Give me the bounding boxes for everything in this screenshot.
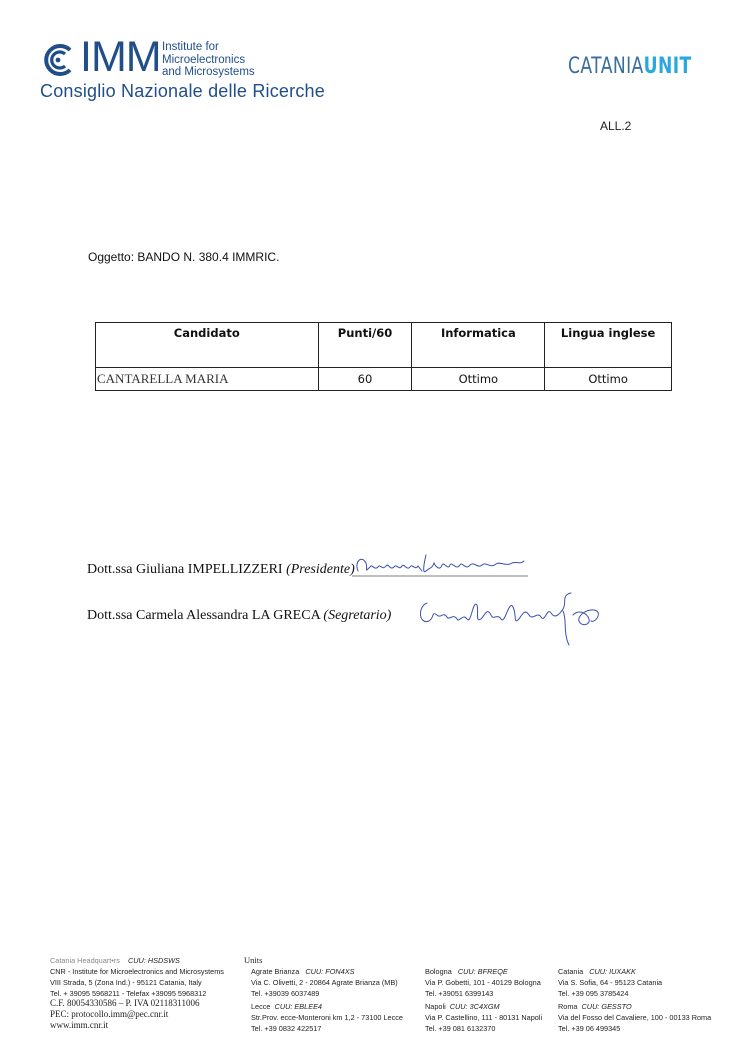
- unit-line: Str.Prov. ecce-Monteroni km 1,2 - 73100 Lecce: [251, 1013, 403, 1022]
- unit-cuu: CUU: BFREQE: [457, 967, 508, 976]
- attachment-label: ALL.2: [600, 119, 632, 133]
- hq-pec: PEC: protocollo.imm@pec.cnr.it: [50, 1009, 169, 1019]
- unit-cuu: CUU: EBLEE4: [274, 1002, 322, 1011]
- hq-tax-code: C.F. 80054330586 – P. IVA 02118311006: [50, 998, 200, 1008]
- footer-agrate: [251, 966, 398, 999]
- unit-line: Via C. Olivetti, 2 - 20864 Agrate Brianza (MB): [251, 978, 398, 987]
- logo-sub-line: and Microsystems: [162, 66, 255, 78]
- footer-hq-label: [50, 955, 180, 966]
- unit-line: Tel. +39039 6037489: [251, 989, 320, 998]
- unit-title: Roma: [558, 1002, 578, 1011]
- signatory-role: (Segretario): [323, 608, 392, 623]
- unit-cuu: CUU: FON4XS: [305, 967, 355, 976]
- unit-line: Tel. +39 081 6132370: [425, 1024, 496, 1033]
- signatory-president: [87, 562, 355, 578]
- hq-cuu: CUU: HSDSWS: [128, 956, 180, 965]
- unit-word-unit: UNIT: [643, 54, 692, 79]
- logo-sub-line: Microelectronics: [162, 53, 246, 66]
- signatory-role: (Presidente): [286, 562, 355, 577]
- table-row: [96, 368, 672, 391]
- subject-line: Oggetto: BANDO N. 380.4 IMMRIC.: [88, 250, 280, 264]
- unit-line: Via P. Gobetti, 101 - 40129 Bologna: [425, 978, 541, 987]
- footer-hq-block: [50, 966, 224, 999]
- cell-informatica: Ottimo: [412, 368, 545, 391]
- unit-title: Catania: [558, 967, 584, 976]
- signatory-name: Dott.ssa Carmela Alessandra LA GRECA: [87, 608, 320, 623]
- results-table: [95, 322, 672, 391]
- hq-line: Tel. + 39095 5968211 - Telefax +39095 5968312: [50, 989, 207, 998]
- signatory-secretary: [87, 608, 391, 624]
- footer-units-label: Units: [244, 955, 263, 965]
- unit-line: Via del Fosso del Cavaliere, 100 - 00133 Roma: [558, 1013, 712, 1022]
- unit-cuu: CUU: IUXAKK: [589, 967, 636, 976]
- footer-bologna: [425, 966, 541, 999]
- unit-title: Napoli: [425, 1002, 446, 1011]
- table-header-row: [96, 323, 672, 368]
- unit-line: Tel. +39 06 499345: [558, 1024, 621, 1033]
- unit-title: Bologna: [425, 967, 452, 976]
- hq-website: www.imm.cnr.it: [50, 1020, 109, 1030]
- unit-line: Via S. Sofia, 64 - 95123 Catania: [558, 978, 663, 987]
- imm-logo-subtitle: [162, 41, 255, 79]
- logo-sub-line: Institute for: [162, 41, 219, 53]
- president-signature: [352, 549, 532, 581]
- hq-label: Catania Headquart•rs: [50, 956, 120, 965]
- cell-lingua: Ottimo: [545, 368, 672, 391]
- cell-candidate: CANTARELLA MARIA: [96, 368, 319, 391]
- col-header-informatica: Informatica: [412, 323, 545, 368]
- cnr-logo-icon: [40, 42, 76, 78]
- footer-catania: [558, 966, 662, 999]
- unit-line: Tel. +39051 6399143: [425, 989, 494, 998]
- footer-roma: [558, 1001, 711, 1034]
- cell-score: 60: [318, 368, 412, 391]
- unit-line: Tel. +39 0832 422517: [251, 1024, 322, 1033]
- footer-lecce: [251, 1001, 403, 1034]
- col-header-candidato: Candidato: [96, 323, 319, 368]
- catania-unit-logo: [568, 54, 692, 79]
- signatory-name: Dott.ssa Giuliana IMPELLIZZERI: [87, 562, 283, 577]
- footer-napoli: [425, 1001, 542, 1034]
- hq-line: VIII Strada, 5 (Zona Ind.) - 95121 Catania, Italy: [50, 978, 202, 987]
- hq-line: CNR - Institute for Microelectronics and Microsystems: [50, 967, 224, 976]
- unit-word-catania: CATANIA: [568, 54, 644, 79]
- cnr-logo-text: Consiglio Nazionale delle Ricerche: [40, 81, 325, 101]
- footer-hq-serif-block: [50, 998, 199, 1031]
- unit-line: Via P. Castellino, 111 - 80131 Napoli: [425, 1013, 543, 1022]
- secretary-signature: [413, 585, 603, 650]
- unit-cuu: CUU: GESSTO: [581, 1002, 632, 1011]
- unit-title: Agrate Brianza: [251, 967, 300, 976]
- unit-title: Lecce: [251, 1002, 271, 1011]
- unit-cuu: CUU: 3C4XGM: [449, 1002, 500, 1011]
- col-header-lingua: Lingua inglese: [545, 323, 672, 368]
- imm-logo-text: IMM: [80, 33, 161, 81]
- unit-line: Tel. +39 095 3785424: [558, 989, 629, 998]
- col-header-punti: Punti/60: [318, 323, 412, 368]
